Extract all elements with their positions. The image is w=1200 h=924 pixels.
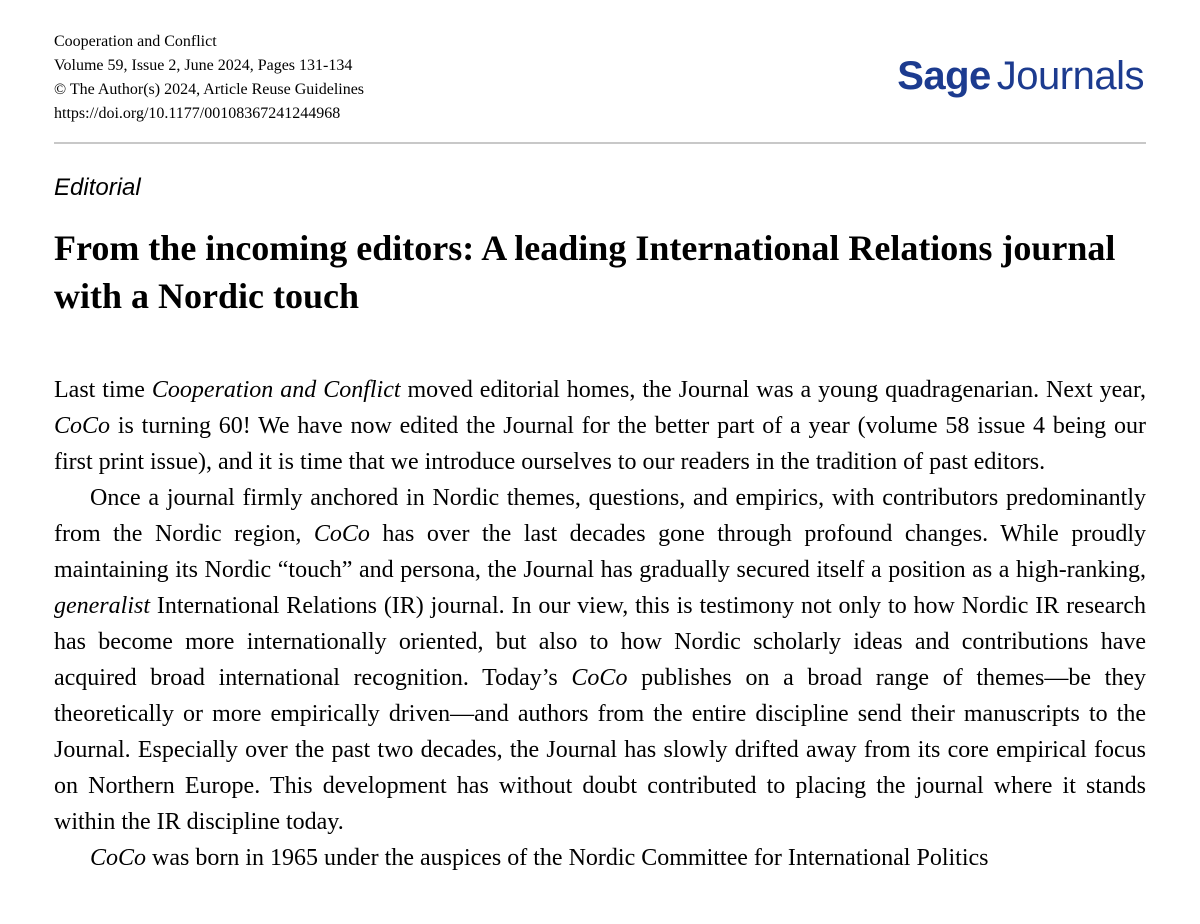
doi-link[interactable]: https://doi.org/10.1177/00108367241244968 — [54, 105, 341, 122]
logo-text-sage: Sage — [897, 54, 991, 98]
text-span: moved editorial homes, the Journal was a young quadragenarian. Next year, — [400, 377, 1146, 403]
copyright-line[interactable]: © The Author(s) 2024, Article Reuse Guidelines — [54, 81, 365, 98]
text-span: is turning 60! We have now edited the Journal for the better part of a year (volume 58 issue 4 being our first print issue), and it is time that we introduce ourselves to our readers in the tradition of past editors. — [54, 413, 1146, 475]
body-paragraph-3 — [54, 840, 1146, 876]
logo-text-journals: Journals — [996, 54, 1144, 98]
article-body — [54, 372, 1146, 876]
journal-name[interactable]: Cooperation and Conflict — [54, 33, 217, 50]
coco-italic: CoCo — [313, 521, 370, 547]
text-span: Once a journal firmly anchored in Nordic themes, questions, and empirics, with contributors predominantly from the Nordic region, — [54, 485, 1146, 547]
sage-journals-logo[interactable] — [897, 54, 1144, 99]
text-span: was born in 1965 under the auspices of the Nordic Committee for International Politics — [146, 845, 989, 871]
coco-italic: CoCo — [571, 665, 628, 691]
header-divider — [54, 142, 1146, 144]
body-paragraph-2 — [54, 480, 1146, 840]
article-metadata — [54, 30, 364, 126]
coco-italic: CoCo — [90, 845, 147, 871]
text-span: Last time — [54, 377, 152, 403]
body-paragraph-1 — [54, 372, 1146, 480]
article-type-label: Editorial — [54, 174, 141, 201]
text-span: publishes on a broad range of themes—be they theoretically or more empirically driven—and authors from the entire discipline send their manuscripts to the Journal. Especially over the past two decades, the Journal has slowly drifted away from its core empirical focus on Northern Europe. This development has without doubt contributed to placing the journal where it stands within the IR discipline today. — [54, 665, 1147, 835]
article-title: From the incoming editors: A leading International Relations journal with a Nordic touch — [54, 228, 1116, 316]
volume-issue-pages: Volume 59, Issue 2, June 2024, Pages 131-134 — [54, 57, 353, 74]
journal-name-italic: Cooperation and Conflict — [151, 377, 401, 403]
text-span: International Relations (IR) journal. In our view, this is testimony not only to how Nordic IR research has become more internationally oriented, but also to how Nordic scholarly ideas and contributions have acquired broad international recognition. Today’s — [54, 593, 1146, 691]
generalist-italic: generalist — [54, 593, 150, 619]
text-span: has over the last decades gone through profound changes. While proudly maintaining its Nordic “touch” and persona, the Journal has gradually secured itself a position as a high-ranking, — [54, 521, 1146, 583]
coco-italic: CoCo — [54, 413, 111, 439]
